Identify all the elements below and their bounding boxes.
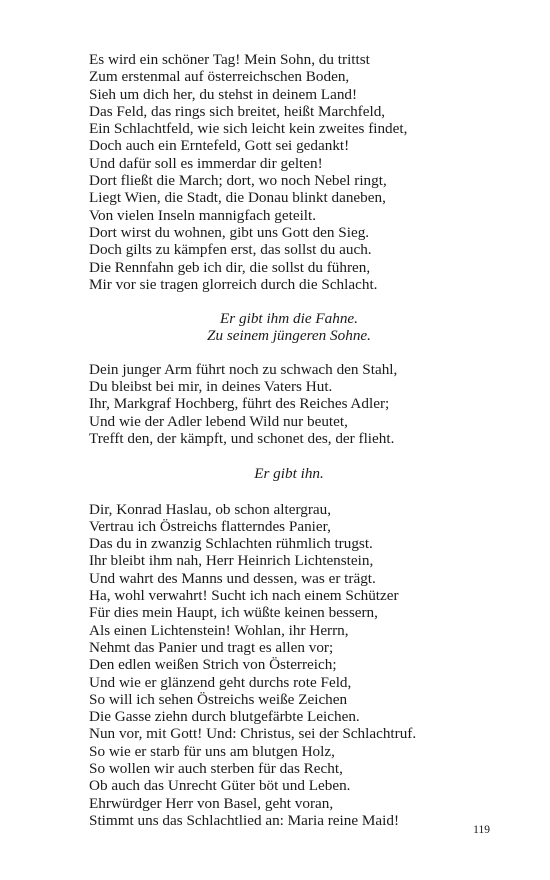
verse-line: Dir, Konrad Haslau, ob schon altergrau, <box>89 500 332 518</box>
verse-line: Und wahrt des Manns und dessen, was er trägt. <box>89 569 376 587</box>
verse-line: Nun vor, mit Gott! Und: Christus, sei der Schlachtruf. <box>89 725 417 743</box>
stage-direction-2 <box>89 465 489 482</box>
stage-direction-line: Er gibt ihn. <box>254 465 324 483</box>
verse-line: Das Feld, das rings sich breitet, heißt Marchfeld, <box>89 102 386 120</box>
verse-line: So wie er starb für uns am blutgen Holz, <box>89 742 335 760</box>
stanza-gap <box>89 345 489 361</box>
verse-line: Ihr bleibt ihm nah, Herr Heinrich Lichtenstein, <box>89 552 374 570</box>
verse-line: Zum erstenmal auf österreichschen Boden, <box>89 68 350 86</box>
stage-direction-line: Er gibt ihm die Fahne. <box>220 310 358 328</box>
page-body <box>89 51 489 829</box>
verse-line: Die Rennfahn geb ich dir, die sollst du führen, <box>89 258 371 276</box>
stage-direction-line: Zu seinem jüngeren Sohne. <box>207 327 371 345</box>
verse-line: Ein Schlachtfeld, wie sich leicht kein zweites findet, <box>89 120 408 138</box>
verse-line: Ob auch das Unrecht Güter böt und Leben. <box>89 777 351 795</box>
stanza-2 <box>89 361 489 447</box>
stanza-gap <box>89 483 489 501</box>
stanza-gap <box>89 447 489 465</box>
verse-line: Vertrau ich Östreichs flatterndes Panier, <box>89 517 331 535</box>
stanza-3 <box>89 501 489 830</box>
stage-direction-1 <box>89 310 489 345</box>
verse-line: Sieh um dich her, du stehst in deinem Land! <box>89 85 358 103</box>
verse-line: Dein junger Arm führt noch zu schwach den Stahl, <box>89 360 398 378</box>
verse-line: So wollen wir auch sterben für das Recht, <box>89 759 343 777</box>
verse-line: Die Gasse ziehn durch blutgefärbte Leichen. <box>89 708 360 726</box>
stanza-1 <box>89 51 489 293</box>
verse-line: Den edlen weißen Strich von Österreich; <box>89 656 337 674</box>
verse-line: Als einen Lichtenstein! Wohlan, ihr Herrn, <box>89 621 349 639</box>
verse-line: So will ich sehen Östreichs weiße Zeichen <box>89 690 348 708</box>
verse-line: Ihr, Markgraf Hochberg, führt des Reiches Adler; <box>89 395 390 413</box>
verse-line: Dort fließt die March; dort, wo noch Nebel ringt, <box>89 172 387 190</box>
verse-line: Dort wirst du wohnen, gibt uns Gott den Sieg. <box>89 223 370 241</box>
page-number: 119 <box>473 824 490 836</box>
verse-line: Und dafür soll es immerdar dir gelten! <box>89 154 323 172</box>
verse-line: Doch auch ein Erntefeld, Gott sei gedankt! <box>89 137 350 155</box>
verse-line: Du bleibst bei mir, in deines Vaters Hut. <box>89 378 333 396</box>
verse-line: Und wie der Adler lebend Wild nur beutet, <box>89 412 348 430</box>
verse-line: Ha, wohl verwahrt! Sucht ich nach einem Schützer <box>89 587 399 605</box>
verse-line: Und wie er glänzend geht durchs rote Feld, <box>89 673 352 691</box>
verse-line: Ehrwürdger Herr von Basel, geht voran, <box>89 794 334 812</box>
verse-line: Es wird ein schöner Tag! Mein Sohn, du trittst <box>89 51 370 68</box>
verse-line: Trefft den, der kämpft, und schonet des, der flieht. <box>89 429 395 447</box>
verse-line: Liegt Wien, die Stadt, die Donau blinkt daneben, <box>89 189 386 207</box>
verse-line: Für dies mein Haupt, ich wüßte keinen bessern, <box>89 604 378 622</box>
verse-line: Nehmt das Panier und tragt es allen vor; <box>89 638 334 656</box>
verse-line: Mir vor sie tragen glorreich durch die Schlacht. <box>89 275 378 293</box>
verse-line: Von vielen Inseln mannigfach geteilt. <box>89 206 317 224</box>
verse-line: Das du in zwanzig Schlachten rühmlich trugst. <box>89 535 373 553</box>
verse-line: Doch gilts zu kämpfen erst, das sollst du auch. <box>89 241 372 259</box>
stanza-gap <box>89 293 489 310</box>
verse-line: Stimmt uns das Schlachtlied an: Maria reine Maid! <box>89 811 400 829</box>
